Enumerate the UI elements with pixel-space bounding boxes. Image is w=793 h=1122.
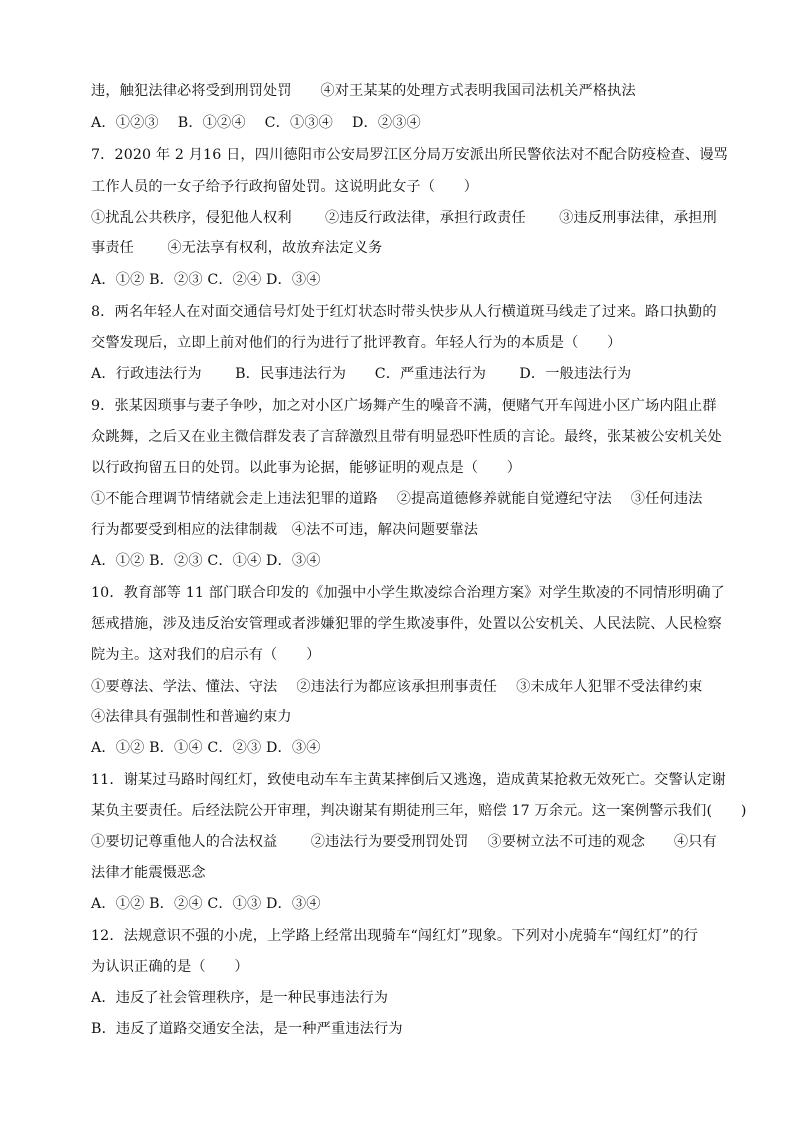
text-line-q10-answers: A．①② B．①④ C．②③ D．③④ <box>91 740 321 756</box>
text-line-q7-stem-2: 工作人员的一女子给予行政拘留处罚。这说明此女子（ ） <box>91 179 479 195</box>
text-line-q9-answers: A．①② B．②③ C．①④ D．③④ <box>91 553 321 569</box>
text-line-q8-stem-2: 交警发现后，立即上前对他们的行为进行了批评教育。年轻人行为的本质是（ ） <box>91 335 622 351</box>
text-line-q7-answers: A．①② B．②③ C．②④ D．③④ <box>91 272 321 288</box>
text-line-q11-answers: A．①② B．②④ C．①③ D．③④ <box>91 896 321 912</box>
text-line-q12-stem-1: 12．法规意识不强的小虎，上学路上经常出现骑车“闯红灯”现象。下列对小虎骑车“闯红灯”的行 <box>91 928 699 944</box>
text-line-q7-options-1: ①扰乱公共秩序，侵犯他人权利 ②违反行政法律，承担行政责任 ③违反刑事法律，承担刑 <box>91 210 717 226</box>
text-line-q6-option4: 违，触犯法律必将受到刑罚处罚 ④对王某某的处理方式表明我国司法机关严格执法 <box>91 83 636 99</box>
text-line-q11-stem-1: 11．谢某过马路时闯红灯，致使电动车车主黄某摔倒后又逃逸，造成黄某抢救无效死亡。交警认定谢 <box>91 772 726 788</box>
text-line-q7-options-2: 事责任 ④无法享有权利，故放弃法定义务 <box>91 240 383 256</box>
text-line-q11-stem-2: 某负主要责任。后经法院公开审理，判决谢某有期徒刑三年，赔偿 17 万余元。这一案例警示我们( ) <box>91 803 747 819</box>
text-line-q9-options-1: ①不能合理调节情绪就会走上违法犯罪的道路 ②提高道德修养就能自觉遵纪守法 ③任何违法 <box>91 491 703 507</box>
text-line-q11-options-2: 法律才能震慑恶念 <box>91 865 206 881</box>
text-line-q8-stem-1: 8．两名年轻人在对面交通信号灯处于红灯状态时带头快步从人行横道斑马线走了过来。路口执勤的 <box>91 304 717 320</box>
text-line-q10-stem-2: 惩戒措施，涉及违反治安管理或者涉嫌犯罪的学生欺凌事件，处置以公安机关、人民法院、人民检察 <box>91 616 722 632</box>
text-line-q9-options-2: 行为都要受到相应的法律制裁 ④法不可违，解决问题要靠法 <box>91 522 479 538</box>
text-line-q9-stem-2: 众跳舞，之后又在业主微信群发表了言辞激烈且带有明显恐吓性质的言论。最终，张某被公安机关处 <box>91 429 722 445</box>
text-line-q10-stem-3: 院为主。这对我们的启示有（ ） <box>91 647 321 663</box>
text-line-q8-answers: A．行政违法行为 B．民事违法行为 C．严重违法行为 D．一般违法行为 <box>91 366 632 382</box>
text-line-q10-stem-1: 10．教育部等 11 部门联合印发的《加强中小学生欺凌综合治理方案》对学生欺凌的不同情形明确了 <box>91 585 725 601</box>
text-line-q6-answers: A．①②③ B．①②④ C．①③④ D．②③④ <box>91 115 421 131</box>
text-line-q12-option-a: A．违反了社会管理秩序，是一种民事违法行为 <box>91 990 389 1006</box>
text-line-q7-stem-1: 7．2020 年 2 月16 日，四川德阳市公安局罗江区分局万安派出所民警依法对不配合防疫检查、谩骂 <box>91 147 728 163</box>
text-line-q9-stem-1: 9．张某因琐事与妻子争吵，加之对小区广场舞产生的噪音不满，便赌气开车闯进小区广场内阻止群 <box>91 398 717 414</box>
text-line-q10-options-2: ④法律具有强制性和普遍约束力 <box>91 709 292 725</box>
text-line-q9-stem-3: 以行政拘留五日的处罚。以此事为论据，能够证明的观点是（ ） <box>91 460 522 476</box>
text-line-q10-options-1: ①要尊法、学法、懂法、守法 ②违法行为都应该承担刑事责任 ③未成年人犯罪不受法律约束 <box>91 679 703 695</box>
text-line-q11-options-1: ①要切记尊重他人的合法权益 ②违法行为要受刑罚处罚 ③要树立法不可违的观念 ④只有 <box>91 834 717 850</box>
text-line-q12-option-b: B．违反了道路交通安全法，是一种严重违法行为 <box>91 1021 403 1037</box>
text-line-q12-stem-2: 为认识正确的是（ ） <box>91 959 249 975</box>
